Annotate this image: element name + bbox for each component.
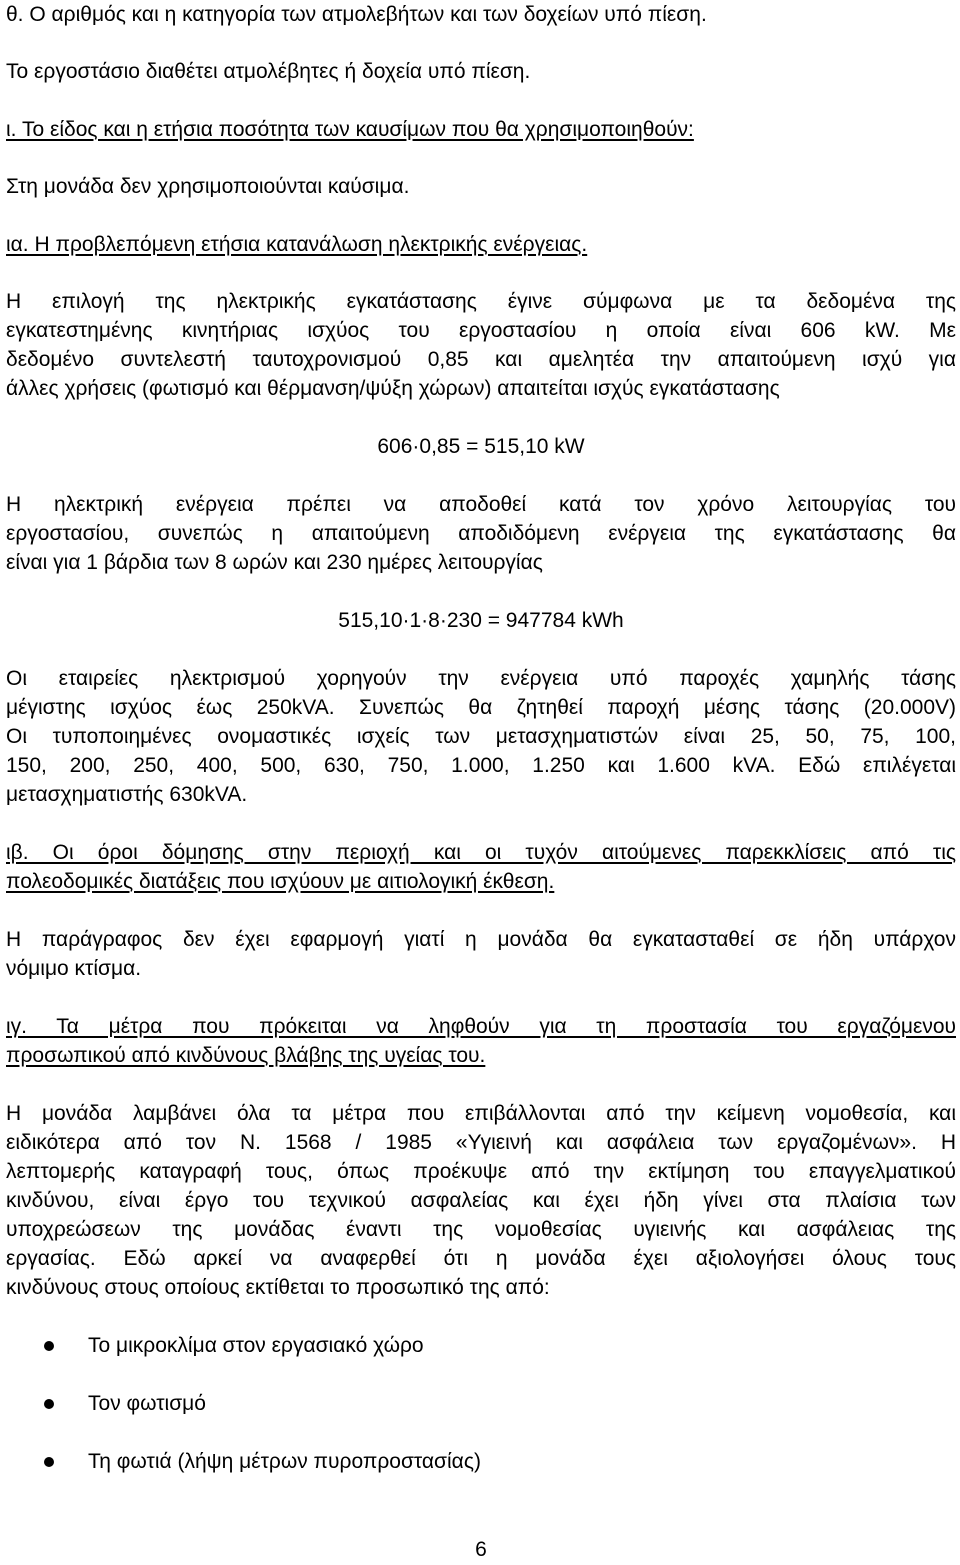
paragraph-line: μέγιστης ισχύος έως 250kVA. Συνεπώς θα ζητηθεί παροχή μέσης τάσης (20.000V) [6,696,956,719]
section-heading-iota-gamma: ιγ. Τα μέτρα που πρόκειται να ληφθούν για τη προστασία του εργαζόμενου [6,1015,956,1038]
section-heading-theta: θ. Ο αριθμός και η κατηγορία των ατμολεβήτων και των δοχείων υπό πίεση. [6,3,707,26]
list-item: Τον φωτισμό [88,1392,206,1415]
section-heading-iota-gamma-cont [6,1041,956,1071]
paragraph-line: Η παράγραφος δεν έχει εφαρμογή γιατί η μονάδα θα εγκατασταθεί σε ήδη υπάρχον [6,928,956,951]
paragraph-line: νόμιμο κτίσμα. [6,957,142,980]
paragraph-line: υποχρεώσεων της μονάδας έναντι της νομοθεσίας υγιεινής και ασφάλειας της [6,1218,956,1241]
section-heading-iota-beta-cont [6,867,956,897]
paragraph-line: είναι για 1 βάρδια των 8 ωρών και 230 ημέρες λειτουργίας [6,551,543,574]
page-number: 6 [475,1538,487,1561]
section-heading-iota [6,115,956,145]
paragraph-line: λεπτομερής καταγραφή τους, όπως προέκυψε από την εκτίμηση του επαγγελματικού [6,1160,956,1183]
paragraph-line: κινδύνους στους οποίους εκτίθεται το προσωπικό της από: [6,1276,550,1299]
paragraph-line: Η επιλογή της ηλεκτρικής εγκατάστασης έγινε σύμφωνα με τα δεδομένα της [6,290,956,313]
paragraph-line: Οι τυποποιημένες ονομαστικές ισχείς των μετασχηματιστών είναι 25, 50, 75, 100, [6,725,956,748]
paragraph-line: μετασχηματιστής 630kVA. [6,783,248,806]
paragraph-line: Η ηλεκτρική ενέργεια πρέπει να αποδοθεί κατά τον χρόνο λειτουργίας του [6,493,956,516]
paragraph-iota: Στη μονάδα δεν χρησιμοποιούνται καύσιμα. [6,175,410,198]
paragraph-line: ειδικότερα από τον Ν. 1568 / 1985 «Υγιεινή και ασφάλεια των εργαζομένων». Η [6,1131,956,1154]
formula-energy: 515,10·1·8·230 = 947784 kWh [338,609,624,632]
paragraph-line: κινδύνου, είναι έργο του τεχνικού ασφαλείας και έχει ήδη γίνει στα πλαίσια των [6,1189,956,1212]
heading-text: πολεοδομικές διατάξεις που ισχύουν με αιτιολογική έκθεση. [6,870,555,893]
bullet-dot-icon [44,1457,54,1467]
bullet-dot-icon [44,1399,54,1409]
paragraph-theta: Το εργοστάσιο διαθέτει ατμολέβητες ή δοχεία υπό πίεση. [6,60,531,83]
paragraph-line: 150, 200, 250, 400, 500, 630, 750, 1.000, 1.250 και 1.600 kVA. Εδώ επιλέγεται [6,754,956,777]
section-heading-iota-alpha [6,230,956,260]
heading-text: ι. Το είδος και η ετήσια ποσότητα των καυσίμων που θα χρησιμοποιηθούν: [6,118,694,141]
paragraph-line: Οι εταιρείες ηλεκτρισμού χορηγούν την ενέργεια υπό παροχές χαμηλής τάσης [6,667,956,690]
paragraph-line: άλλες χρήσεις (φωτισμό και θέρμανση/ψύξη χώρων) απαιτείται ισχύς εγκατάστασης [6,377,780,400]
paragraph-line: εργασίας. Εδώ αρκεί να αναφερθεί ότι η μονάδα έχει αξιολογήσει όλους τους [6,1247,956,1270]
section-heading-iota-beta: ιβ. Οι όροι δόμησης στην περιοχή και οι τυχόν αιτούμενες παρεκκλίσεις από τις [6,841,956,864]
list-item: Το μικροκλίμα στον εργασιακό χώρο [88,1334,424,1357]
heading-text: ια. Η προβλεπόμενη ετήσια κατανάλωση ηλεκτρικής ενέργειας. [6,233,588,256]
formula-power: 606·0,85 = 515,10 kW [377,435,585,458]
paragraph-line: δεδομένο συντελεστή ταυτοχρονισμού 0,85 και αμελητέα την απαιτούμενη ισχύ για [6,348,956,371]
bullet-dot-icon [44,1341,54,1351]
paragraph-line: εγκατεστημένης κινητήριας ισχύος του εργοστασίου η οποία είναι 606 kW. Με [6,319,956,342]
heading-text: προσωπικού από κινδύνους βλάβης της υγείας του. [6,1044,486,1067]
paragraph-line: Η μονάδα λαμβάνει όλα τα μέτρα που επιβάλλονται από την κείμενη νομοθεσία, και [6,1102,956,1125]
paragraph-line: εργοστασίου, συνεπώς η απαιτούμενη αποδιδόμενη ενέργεια της εγκατάστασης θα [6,522,956,545]
list-item: Τη φωτιά (λήψη μέτρων πυροπροστασίας) [88,1450,481,1473]
